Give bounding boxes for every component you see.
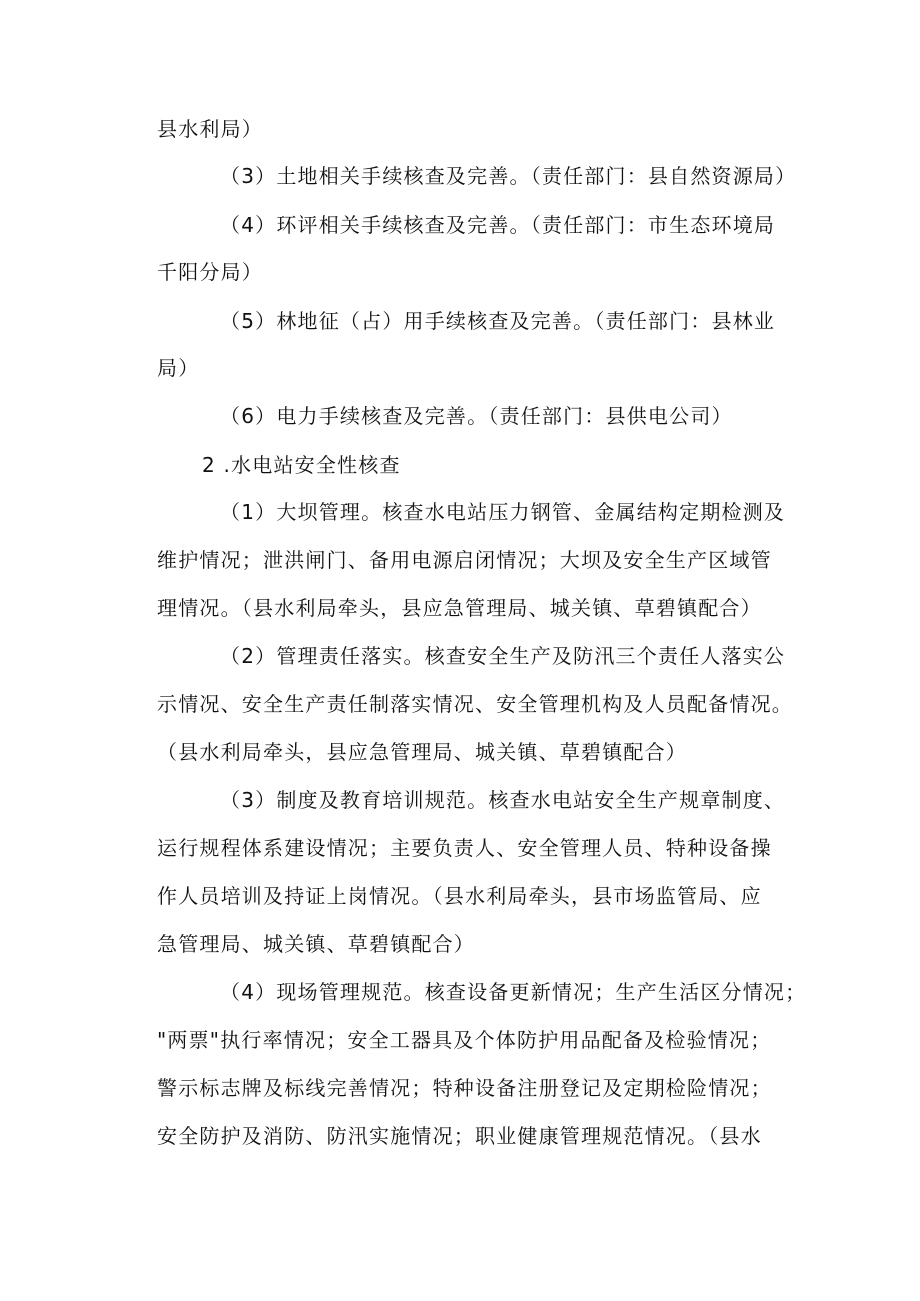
text-line: "两票"执行率情况；安全工器具及个体防护用品配备及检验情况； xyxy=(157,1028,772,1052)
text-line: （5）林地征（占）用手续核查及完善。（责任部门：县林业 xyxy=(220,309,776,333)
text-line: （3）制度及教育培训规范。核查水电站安全生产规章制度、 xyxy=(220,788,786,812)
text-line: 示情况、安全生产责任制落实情况、安全管理机构及人员配备情况。 xyxy=(157,692,793,716)
text-line: 作人员培训及持证上岗情况。（县水利局牵头，县市场监管局、应 xyxy=(157,884,762,908)
text-line: 警示标志牌及标线完善情况；特种设备注册登记及定期检险情况； xyxy=(157,1076,772,1100)
text-line: 理情况。（县水利局牵头，县应急管理局、城关镇、草碧镇配合） xyxy=(157,596,762,620)
text-line: 安全防护及消防、防汛实施情况；职业健康管理规范情况。（县水 xyxy=(157,1124,762,1148)
text-line: 运行规程体系建设情况；主要负责人、安全管理人员、特种设备操 xyxy=(157,836,772,860)
text-line: （4）环评相关手续核查及完善。（责任部门：市生态环境局 xyxy=(220,213,776,237)
section-heading: 2 .水电站安全性核查 xyxy=(202,453,401,477)
text-line: （1）大坝管理。核查水电站压力钢管、金属结构定期检测及 xyxy=(220,500,786,524)
text-line: （3）土地相关手续核查及完善。（责任部门：县自然资源局） xyxy=(220,164,797,188)
text-line: 维护情况；泄洪闸门、备用电源启闭情况；大坝及安全生产区域管 xyxy=(157,548,772,572)
text-line: （2）管理责任落实。核查安全生产及防汛三个责任人落实公 xyxy=(220,644,786,668)
text-line: 局） xyxy=(157,356,200,380)
text-line: 急管理局、城关镇、草碧镇配合） xyxy=(157,932,475,956)
text-line: （4）现场管理规范。核查设备更新情况；生产生活区分情况； xyxy=(220,980,807,1004)
text-line: （6）电力手续核查及完善。（责任部门：县供电公司） xyxy=(220,404,733,428)
text-line: （县水利局牵头，县应急管理局、城关镇、草碧镇配合） xyxy=(157,740,687,764)
text-line: 千阳分局） xyxy=(157,260,263,284)
text-line: 县水利局） xyxy=(157,117,263,141)
